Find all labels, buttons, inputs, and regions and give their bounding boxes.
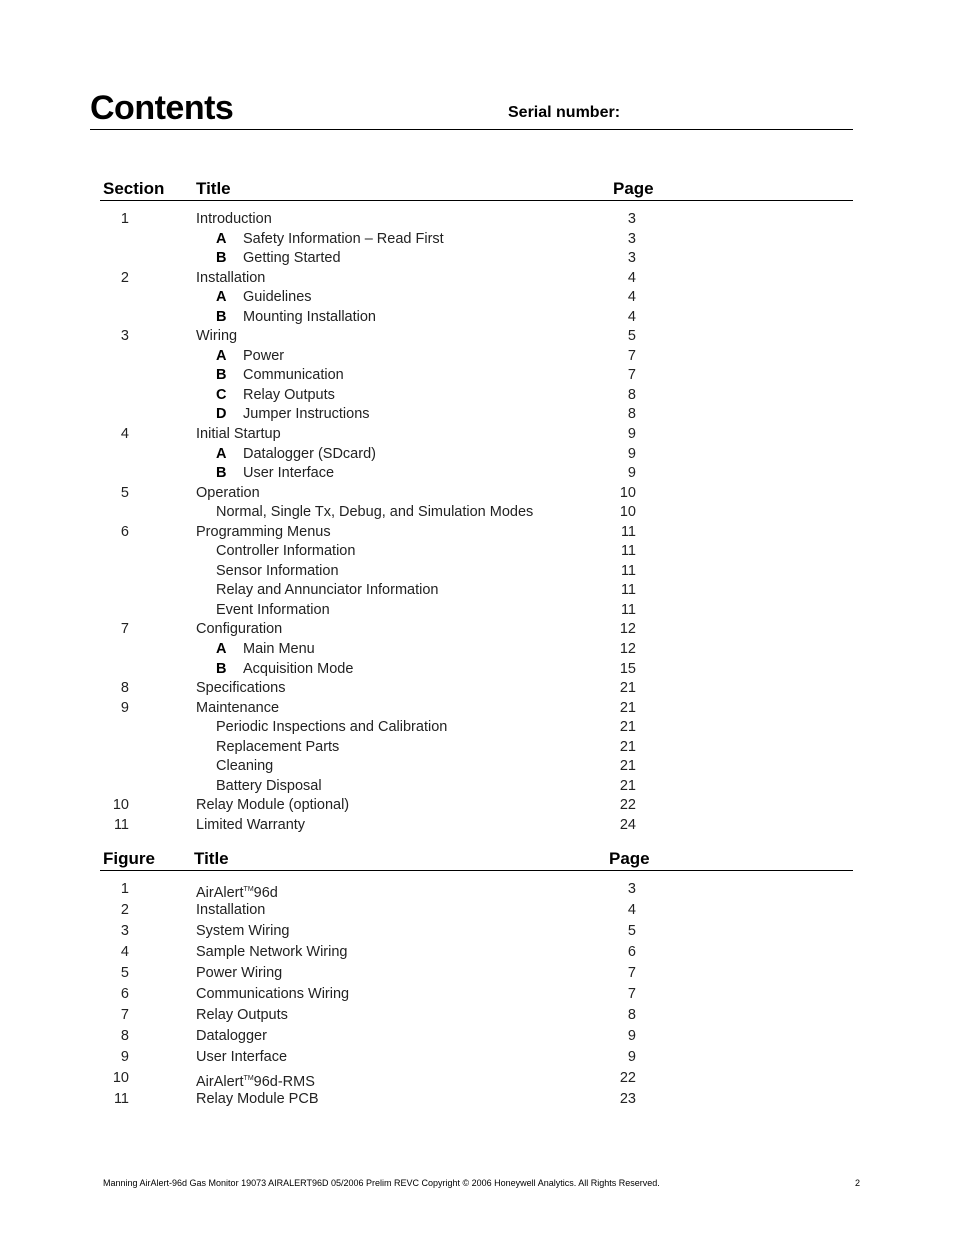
- page-number-cell: 8: [627, 406, 636, 423]
- figure-number: 4: [120, 944, 129, 960]
- subsection-letter: B: [216, 367, 227, 384]
- figure-number: 5: [120, 965, 129, 981]
- table-row: [100, 308, 853, 328]
- page-number-cell: 5: [627, 923, 636, 939]
- table-row: [100, 386, 853, 406]
- figure-number: 8: [120, 1028, 129, 1044]
- table-row: [100, 660, 853, 680]
- subsection-letter: C: [216, 386, 227, 403]
- section-title: Configuration: [196, 621, 283, 638]
- page-number-cell: 10: [619, 484, 636, 501]
- subsection-letter: A: [216, 289, 227, 306]
- page-header: [90, 88, 853, 130]
- table-row: [100, 1026, 853, 1047]
- table-row: [100, 1047, 853, 1068]
- table-row: [100, 942, 853, 963]
- table-row: [100, 523, 853, 543]
- subsection-title: Relay and Annunciator Information: [216, 582, 439, 599]
- table-row: [100, 738, 853, 758]
- subsection-letter: B: [216, 250, 227, 267]
- page-number-cell: 21: [619, 699, 636, 716]
- page-number-cell: 21: [619, 719, 636, 736]
- page-number-cell: 12: [619, 621, 636, 638]
- subsection-title: Main Menu: [243, 641, 315, 658]
- page-number-cell: 22: [619, 797, 636, 814]
- figure-title-text: Sample Network Wiring: [196, 944, 348, 960]
- page-number-cell: 8: [627, 1007, 636, 1023]
- section-title: Installation: [196, 269, 266, 286]
- figure-title: [196, 900, 265, 921]
- figure-title-text: AirAlert: [196, 1074, 244, 1090]
- page-number-cell: 22: [619, 1070, 636, 1086]
- figure-title: [196, 1047, 287, 1068]
- figure-column-header: Figure: [103, 849, 155, 868]
- page-number-cell: 9: [627, 465, 636, 482]
- table-row: [100, 718, 853, 738]
- subsection-title: Battery Disposal: [216, 777, 322, 794]
- figure-title-text: AirAlert: [196, 885, 244, 901]
- figure-number: 7: [120, 1007, 129, 1023]
- figure-title: [196, 1089, 319, 1110]
- table-row: [100, 796, 853, 816]
- table-row: [100, 347, 853, 367]
- page-number-cell: 7: [627, 986, 636, 1002]
- table-row: [100, 1068, 853, 1089]
- page-number-cell: 11: [620, 543, 636, 560]
- table-row: [100, 620, 853, 640]
- page-number-cell: 3: [627, 211, 636, 227]
- subsection-title: Periodic Inspections and Calibration: [216, 719, 448, 736]
- page-number-cell: 9: [627, 1028, 636, 1044]
- table-row: [100, 503, 853, 523]
- subsection-letter: B: [216, 660, 227, 677]
- subsection-title: Replacement Parts: [216, 738, 340, 755]
- page-number-cell: 12: [619, 641, 636, 658]
- page-number-cell: 4: [627, 902, 636, 918]
- page-number-cell: 7: [627, 965, 636, 981]
- figure-number: 10: [112, 1070, 129, 1086]
- table-row: [100, 900, 853, 921]
- figure-number: 1: [120, 881, 129, 897]
- figures-table: [100, 879, 853, 1110]
- section-title-column-header: Title: [196, 179, 231, 198]
- page-number-cell: 9: [627, 445, 636, 462]
- section-number: 3: [120, 328, 129, 345]
- page-number-cell: 4: [627, 269, 636, 286]
- figure-title-suffix: 96d: [253, 885, 278, 901]
- figure-page-column-header: Page: [609, 849, 650, 868]
- subsection-letter: A: [216, 230, 227, 247]
- section-number: 7: [120, 621, 129, 638]
- page-number-cell: 21: [619, 777, 636, 794]
- page-number-cell: 11: [620, 523, 636, 540]
- section-title: Limited Warranty: [196, 816, 306, 833]
- table-row: [100, 699, 853, 719]
- figure-title-text: Communications Wiring: [196, 986, 350, 1002]
- subsection-title: Event Information: [216, 601, 330, 618]
- page-number-cell: 11: [620, 582, 636, 599]
- section-title: Relay Module (optional): [196, 797, 350, 814]
- section-number: 5: [120, 484, 129, 501]
- section-number: 10: [112, 797, 129, 814]
- figure-title: [196, 921, 289, 942]
- footer-text: Manning AirAlert-96d Gas Monitor 19073 AIRALERT96D 05/2006 Prelim REVC Copyright © 2006 Honeywell Analytics. All Rights Reserved.: [103, 1178, 660, 1188]
- section-number: 6: [120, 523, 129, 540]
- page-number-cell: 21: [619, 738, 636, 755]
- figure-title: [196, 1026, 267, 1047]
- table-row: [100, 601, 853, 621]
- figures-header-rule: [100, 870, 853, 871]
- subsection-title: Normal, Single Tx, Debug, and Simulation Modes: [216, 504, 534, 521]
- table-row: [100, 542, 853, 562]
- page-number-cell: 7: [627, 367, 636, 384]
- section-column-header: Section: [103, 179, 165, 198]
- table-row: [100, 366, 853, 386]
- section-title: Programming Menus: [196, 523, 331, 540]
- page-number-cell: 24: [619, 816, 636, 833]
- subsection-title: Sensor Information: [216, 562, 339, 579]
- figure-number: 9: [120, 1049, 129, 1065]
- trademark-mark: TM: [243, 886, 254, 893]
- section-number: 4: [120, 426, 129, 443]
- subsection-title: Cleaning: [216, 758, 274, 775]
- page-number-cell: 9: [627, 426, 636, 443]
- table-row: [100, 879, 853, 900]
- table-row: [100, 288, 853, 308]
- table-row: [100, 679, 853, 699]
- subsection-title: Acquisition Mode: [243, 660, 354, 677]
- subsection-letter: A: [216, 347, 227, 364]
- page-number-cell: 9: [627, 1049, 636, 1065]
- section-title: Initial Startup: [196, 426, 281, 443]
- table-row: [100, 210, 853, 230]
- figure-title: [196, 942, 348, 963]
- table-row: [100, 464, 853, 484]
- table-row: [100, 230, 853, 250]
- figure-title: [196, 963, 282, 984]
- subsection-letter: B: [216, 308, 227, 325]
- trademark-mark: TM: [243, 1075, 254, 1082]
- figure-title-text: User Interface: [196, 1049, 288, 1065]
- table-row: [100, 816, 853, 836]
- subsection-title: Datalogger (SDcard): [243, 445, 376, 462]
- subsection-title: Mounting Installation: [243, 308, 376, 325]
- figure-title-text: Datalogger: [196, 1028, 267, 1044]
- figure-number: 3: [120, 923, 129, 939]
- section-title: Introduction: [196, 211, 272, 227]
- page-number-cell: 21: [619, 758, 636, 775]
- table-row: [100, 445, 853, 465]
- section-title: Specifications: [196, 680, 286, 697]
- section-number: 11: [113, 816, 129, 833]
- figure-title: [196, 984, 349, 1005]
- figure-title-text: System Wiring: [196, 923, 290, 939]
- figure-number: 6: [120, 986, 129, 1002]
- page-number-cell: 6: [627, 944, 636, 960]
- page-number-cell: 8: [627, 386, 636, 403]
- subsection-title: Relay Outputs: [243, 386, 335, 403]
- page-number-cell: 21: [619, 680, 636, 697]
- section-page-column-header: Page: [613, 179, 654, 198]
- subsection-title: User Interface: [243, 465, 335, 482]
- page-number: 2: [855, 1178, 861, 1188]
- figure-title-text: Installation: [196, 902, 266, 918]
- sections-header-rule: [100, 200, 853, 201]
- table-row: [100, 425, 853, 445]
- page-number-cell: 11: [620, 601, 636, 618]
- page-number-cell: 3: [627, 250, 636, 267]
- page-number-cell: 3: [627, 881, 636, 897]
- sections-table: [100, 210, 853, 836]
- table-row: [100, 777, 853, 797]
- table-row: [100, 640, 853, 660]
- page-title: Contents: [90, 89, 234, 127]
- section-title: Maintenance: [196, 699, 280, 716]
- subsection-letter: A: [216, 445, 227, 462]
- figure-title-text: Power Wiring: [196, 965, 283, 981]
- table-row: [100, 484, 853, 504]
- page-number-cell: 11: [620, 562, 636, 579]
- figure-title-text: Relay Outputs: [196, 1007, 288, 1023]
- table-row: [100, 757, 853, 777]
- section-number: 1: [120, 211, 129, 227]
- section-title: Wiring: [196, 328, 238, 345]
- figure-title-column-header: Title: [194, 849, 229, 868]
- page-number-cell: 15: [619, 660, 636, 677]
- figure-number: 11: [113, 1091, 129, 1107]
- subsection-letter: B: [216, 465, 227, 482]
- section-title: Operation: [196, 484, 260, 501]
- figure-title-text: Relay Module PCB: [196, 1091, 319, 1107]
- subsection-title: Guidelines: [243, 289, 312, 306]
- table-row: [100, 405, 853, 425]
- subsection-title: Power: [243, 347, 285, 364]
- section-number: 9: [120, 699, 129, 716]
- page-number-cell: 4: [627, 289, 636, 306]
- serial-number-label: Serial number:: [508, 104, 621, 121]
- subsection-letter: D: [216, 406, 227, 423]
- subsection-title: Safety Information – Read First: [243, 230, 444, 247]
- subsection-letter: A: [216, 641, 227, 658]
- table-row: [100, 249, 853, 269]
- page-number-cell: 10: [619, 504, 636, 521]
- table-row: [100, 562, 853, 582]
- table-row: [100, 1005, 853, 1026]
- section-number: 2: [120, 269, 129, 286]
- table-row: [100, 921, 853, 942]
- figure-title-suffix: 96d-RMS: [253, 1074, 315, 1090]
- table-row: [100, 984, 853, 1005]
- table-row: [100, 269, 853, 289]
- table-row: [100, 963, 853, 984]
- subsection-title: Jumper Instructions: [243, 406, 370, 423]
- subsection-title: Communication: [243, 367, 344, 384]
- figure-number: 2: [120, 902, 129, 918]
- page-number-cell: 7: [627, 347, 636, 364]
- page-number-cell: 3: [627, 230, 636, 247]
- table-row: [100, 581, 853, 601]
- subsection-title: Controller Information: [216, 543, 356, 560]
- page-number-cell: 23: [619, 1091, 636, 1107]
- subsection-title: Getting Started: [243, 250, 341, 267]
- table-row: [100, 1089, 853, 1110]
- page-number-cell: 4: [627, 308, 636, 325]
- figure-title: [196, 1005, 288, 1026]
- section-number: 8: [120, 680, 129, 697]
- table-row: [100, 327, 853, 347]
- page-number-cell: 5: [627, 328, 636, 345]
